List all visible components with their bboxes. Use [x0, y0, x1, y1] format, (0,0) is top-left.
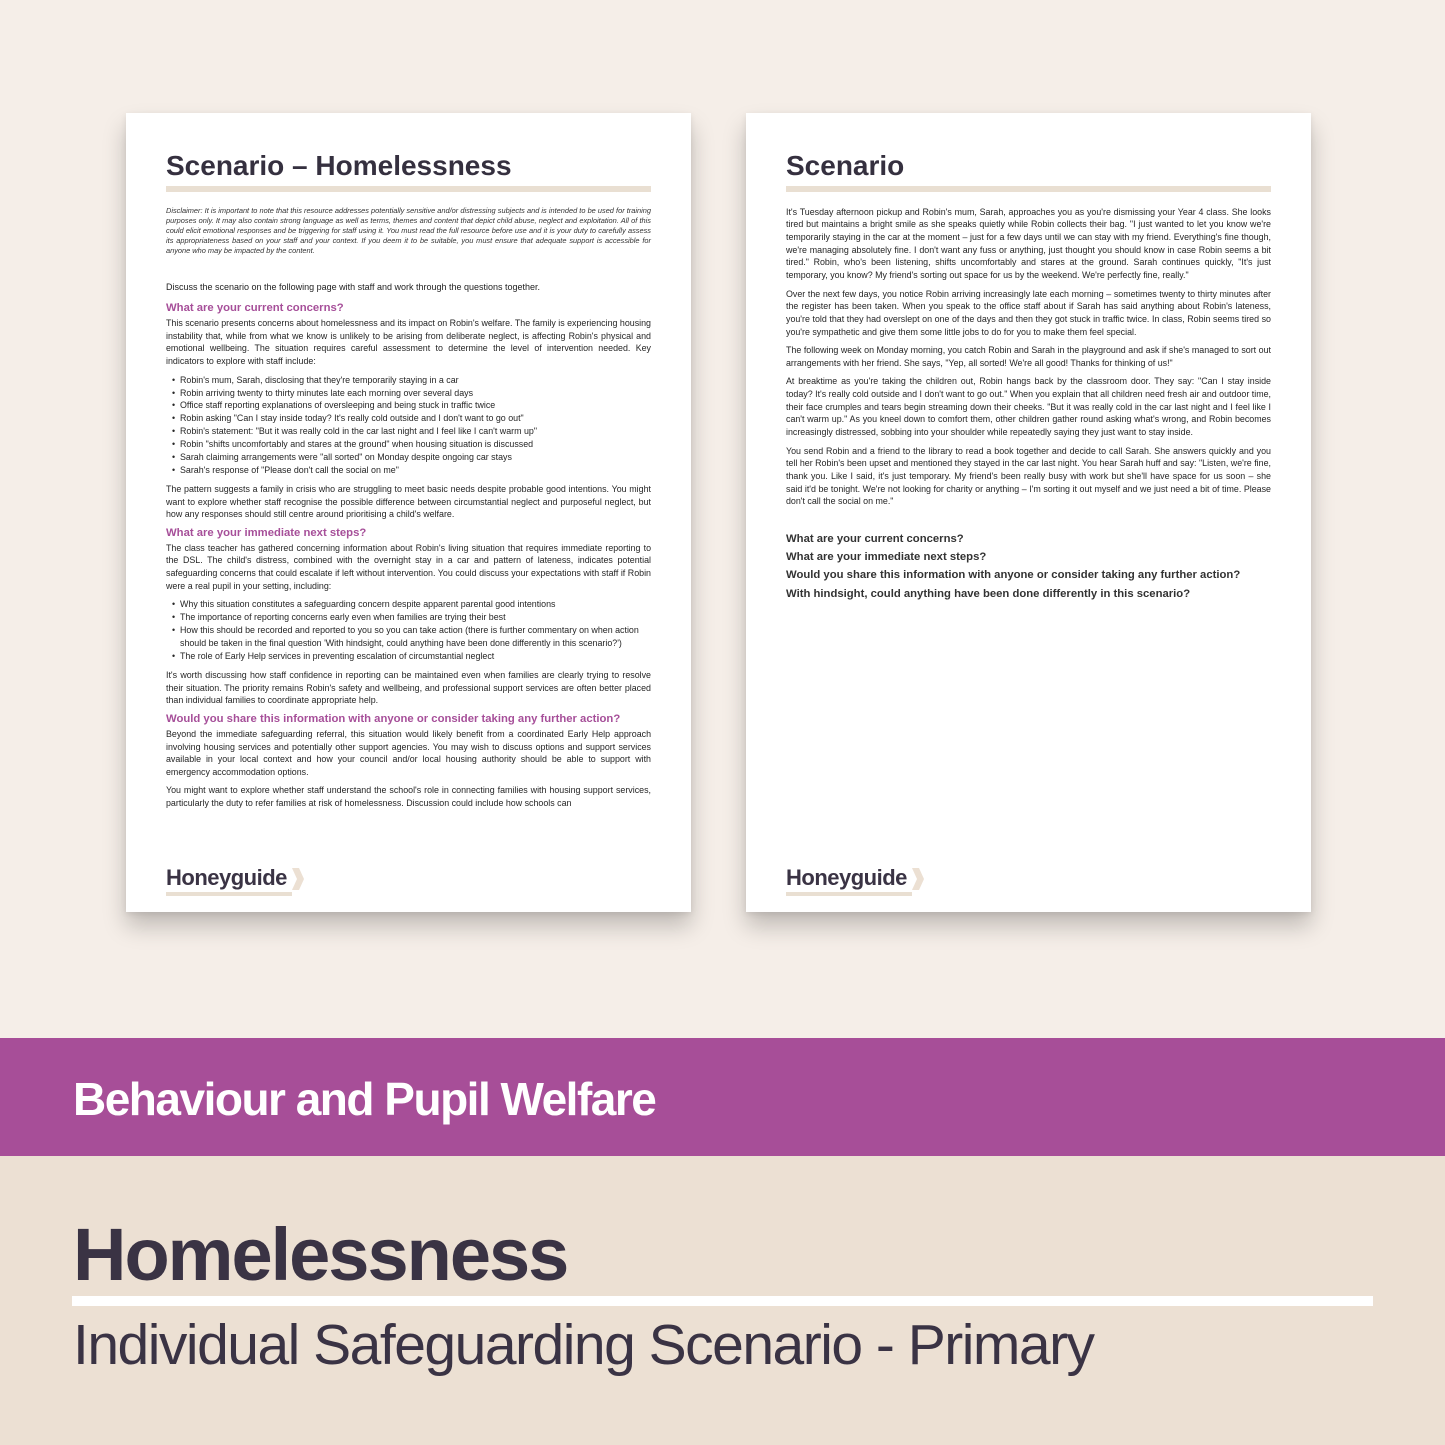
- list-item: • The importance of reporting concerns early even when families are trying their best: [172, 611, 651, 624]
- section-paragraph: The class teacher has gathered concerning information about Robin's living situation that requires immediate reporting to the DSL. The child's distress, combined with the overnight stay in a car and pattern of lateness, indicates potential safeguarding concerns that could escalate if left without intervention. You could discuss your expectations with staff if Robin were a real pupil in your setting, including:: [166, 542, 651, 591]
- list-item: • Robin "shifts uncomfortably and stares at the ground" when housing situation is discussed: [172, 438, 651, 451]
- section-heading-next-steps: What are your immediate next steps?: [166, 526, 367, 539]
- section-heading-concerns: What are your current concerns?: [166, 302, 344, 315]
- list-item: • Office staff reporting explanations of oversleeping and being stuck in traffic twice: [172, 399, 651, 412]
- list-item: • Robin asking "Can I stay inside today? It's really cold outside and I don't want to go out": [172, 412, 651, 425]
- page-title: Scenario: [786, 150, 905, 181]
- list-item: • The role of Early Help services in preventing escalation of circumstantial neglect: [172, 650, 651, 663]
- list-item: • Why this situation constitutes a safeguarding concern despite apparent parental good intentions: [172, 598, 651, 611]
- document-page-left: [126, 113, 691, 912]
- honeyguide-logo: Honeyguide: [786, 865, 907, 890]
- question-list: [786, 530, 1271, 603]
- product-subtitle: Individual Safeguarding Scenario - Primary: [73, 1313, 1094, 1377]
- page-content: [166, 151, 651, 816]
- question-item: What are your immediate next steps?: [786, 551, 987, 564]
- logo-hex-icon: [292, 868, 304, 890]
- intro-text: Discuss the scenario on the following page with staff and work through the questions together.: [166, 282, 541, 293]
- logo-hex-icon: [912, 868, 924, 890]
- title-divider: [72, 1296, 1373, 1306]
- section-paragraph: You might want to explore whether staff understand the school's role in connecting families with housing support services, particularly the duty to refer families at risk of homelessness. Discussion could include how schools can: [166, 785, 651, 809]
- page-title: Scenario – Homelessness: [166, 150, 512, 181]
- list-item: • Robin arriving twenty to thirty minutes late each morning over several days: [172, 387, 651, 400]
- honeyguide-logo: Honeyguide: [166, 865, 287, 890]
- section-paragraph: It's worth discussing how staff confidence in reporting can be maintained even when families are clearly trying to resolve their situation. The priority remains Robin's safety and wellbeing, and professional support services are often better placed than individual families to coordinate appropriate help.: [166, 669, 651, 706]
- section-paragraph: The pattern suggests a family in crisis who are struggling to meet basic needs despite probable good intentions. You might want to explore whether staff recognise the possible difference between circumstantial neglect and purposeful neglect, but how any responses should still centre around prioritising a child's welfare.: [166, 483, 651, 520]
- section-heading-further-action: Would you share this information with anyone or consider taking any further action?: [166, 712, 621, 725]
- scenario-paragraph: You send Robin and a friend to the library to read a book together and decide to call Sarah. She answers quickly and you tell her Robin's been upset and mentioned they stayed in the car last night. You hear Sarah huff and say: "Listen, we're fine, thank you. Like I said, it's just temporary. My friend's been really busy with work but she'll have space for us soon – she said it'd be tonight. We're not looking for charity or anything – I'm sorting it out myself and we just need a bit of time. Please don't call the social on me.": [786, 445, 1271, 507]
- logo-underline: [786, 892, 912, 896]
- title-rule: [166, 186, 651, 192]
- page-content: [786, 151, 1271, 603]
- bullet-list: [172, 374, 651, 477]
- title-rule: [786, 186, 1271, 192]
- list-item: • Robin's statement: "But it was really cold in the car last night and I feel like I can't warm up": [172, 425, 651, 438]
- document-page-right: [746, 113, 1311, 912]
- scenario-paragraph: It's Tuesday afternoon pickup and Robin's mum, Sarah, approaches you as you're dismissing your Year 4 class. She looks tired but maintains a bright smile as she speaks quietly while Robin collects their bag. "I just wanted to let you know we're temporarily staying in the car at the moment – just for a few days until we can stay with my friend. Everything's fine though, we're managing absolutely fine. I don't want any fuss or anything, just thought you should know in case Robin seems a bit tired." Robin, who's been listening, shifts uncomfortably and stares at the ground. Sarah continues quickly, "It's just temporary, you know? My friend's sorting out space for us by the weekend. We're perfectly fine, really.": [786, 206, 1271, 280]
- scenario-paragraph: The following week on Monday morning, you catch Robin and Sarah in the playground and ask if she's managed to sort out arrangements with her friend. She says, "Yep, all sorted! We're all good! Thanks for thinking of us!": [786, 345, 1271, 368]
- list-item: • Robin's mum, Sarah, disclosing that they're temporarily staying in a car: [172, 374, 651, 387]
- logo-underline: [166, 892, 292, 896]
- product-title: Homelessness: [73, 1213, 568, 1296]
- section-paragraph: This scenario presents concerns about homelessness and its impact on Robin's welfare. The family is experiencing housing instability that, while from what we know is unlikely to be arising from deliberate neglect, is affecting Robin's physical and emotional wellbeing. The situation requires careful assessment to determine the level of intervention needed. Key indicators to explore with staff include:: [166, 318, 651, 367]
- question-item: With hindsight, could anything have been done differently in this scenario?: [786, 587, 1191, 600]
- scenario-paragraph: At breaktime as you're taking the children out, Robin hangs back by the classroom door. They say: "Can I stay inside today? It's really cold outside and I don't want to go out." When you explain that all children need fresh air and outdoor time, their face crumples and tears begin streaming down their cheeks. "But it was really cold in the car last night and I feel like I can't warm up." As you kneel down to comfort them, other children gather round asking what's wrong, and Robin becomes increasingly distressed, sobbing into your shoulder while repeatedly saying they just want to stay inside.: [786, 376, 1271, 438]
- category-label: Behaviour and Pupil Welfare: [73, 1073, 656, 1125]
- list-item: • How this should be recorded and reported to you so you can take action (there is further commentary on when action should be taken in the final question 'With hindsight, could anything have been done differently in this scenario?'): [172, 624, 651, 650]
- disclaimer: Disclaimer: It is important to note that this resource addresses potentially sensitive and/or distressing subjects and is intended to be used for training purposes only. It may also contain strong language as well as terms, themes and content that depict child abuse, neglect and exploitation. All of this could elicit emotional responses and be triggering for staff using it. You must read the full resource before use and it is your duty to carefully assess its appropriateness based on your staff and your context. If you deem it to be suitable, you must ensure that adequate support is accessible for anyone who may be impacted by the content.: [166, 205, 651, 256]
- list-item: • Sarah claiming arrangements were "all sorted" on Monday despite ongoing car stays: [172, 451, 651, 464]
- scenario-paragraph: Over the next few days, you notice Robin arriving increasingly late each morning – sometimes twenty to thirty minutes after the register has been taken. When you speak to the office staff about if Sarah has said anything about Robin's lateness, you're told that they had overslept on one of the days and then they got stuck in traffic twice. In class, Robin seems tired so you're sympathetic and give them some little jobs to do for you to make them feel special.: [786, 288, 1271, 337]
- bullet-list: [172, 598, 651, 663]
- list-item: • Sarah's response of "Please don't call the social on me": [172, 464, 651, 477]
- question-item: What are your current concerns?: [786, 532, 964, 545]
- question-item: Would you share this information with anyone or consider taking any further action?: [786, 569, 1241, 582]
- section-paragraph: Beyond the immediate safeguarding referral, this situation would likely benefit from a coordinated Early Help approach involving housing services and potentially other support agencies. You may wish to discuss options and support services available in your local context and how your council and/or local housing authority should be able to support with emergency accommodation options.: [166, 728, 651, 777]
